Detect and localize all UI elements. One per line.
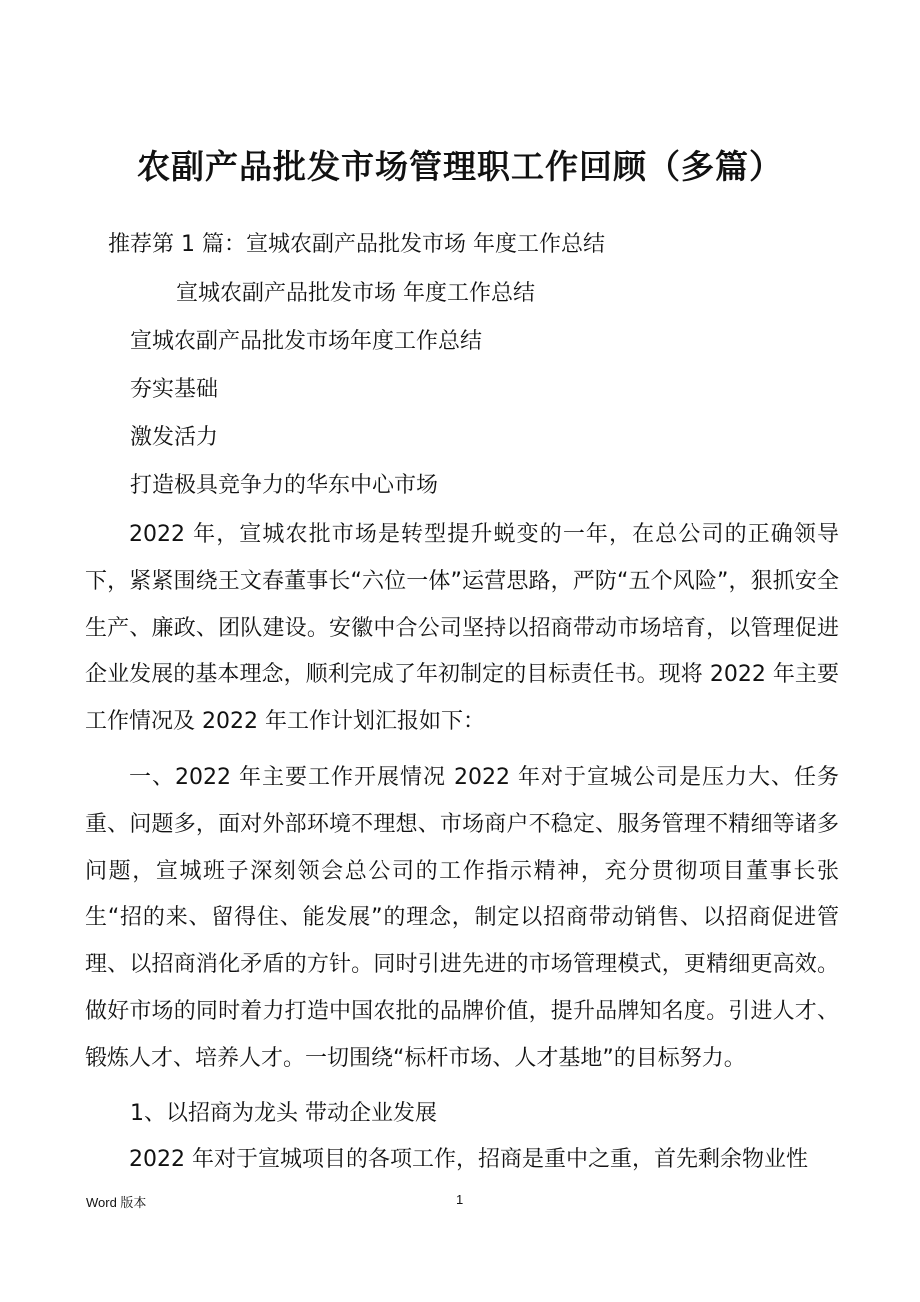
section-heading: 1、以招商为龙头 带动企业发展 xyxy=(130,1101,437,1126)
text-line: 打造极具竞争力的华东中心市场 xyxy=(130,473,439,498)
body-paragraph: 2022 年对于宣城项目的各项工作，招商是重中之重，首先剩余物业性 xyxy=(129,1147,808,1172)
page-number: 1 xyxy=(456,1192,464,1207)
text-line: 夯实基础 xyxy=(130,377,219,402)
footer-label: Word 版本 xyxy=(86,1195,147,1210)
body-paragraph: 2022 年，宣城农批市场是转型提升蜕变的一年，在总公司的正确领导下，紧紧围绕王文春董事长“六位一体”运营思路，严防“五个风险”，狠抓安全生产、廉政、团队建设。安徽中合公司坚持以招商带动市场培育，以管理促进企业发展的基本理念，顺利完成了年初制定的目标责任书。现将 2022 年主要工作情况及 2022 年工作计划汇报如下： xyxy=(85,522,839,735)
text-line: 激发活力 xyxy=(130,425,219,450)
sub-heading: 宣城农副产品批发市场 年度工作总结 xyxy=(176,281,535,306)
document-title: 农副产品批发市场管理职工作回顾（多篇） xyxy=(137,147,783,186)
text-line: 宣城农副产品批发市场年度工作总结 xyxy=(130,329,483,354)
recommend-heading: 推荐第 1 篇：宣城农副产品批发市场 年度工作总结 xyxy=(108,232,605,257)
body-paragraph: 一、2022 年主要工作开展情况 2022 年对于宣城公司是压力大、任务重、问题多，面对外部环境不理想、市场商户不稳定、服务管理不精细等诸多问题，宣城班子深刻领会总公司的工作指示精神，充分贯彻项目董事长张生“招的来、留得住、能发展”的理念，制定以招商带动销售、以招商促进管理、以招商消化矛盾的方针。同时引进先进的市场管理模式，更精细更高效。做好市场的同时着力打造中国农批的品牌价值，提升品牌知名度。引进人才、锻炼人才、培养人才。一切围绕“标杆市场、人才基地”的目标努力。 xyxy=(85,765,839,1071)
